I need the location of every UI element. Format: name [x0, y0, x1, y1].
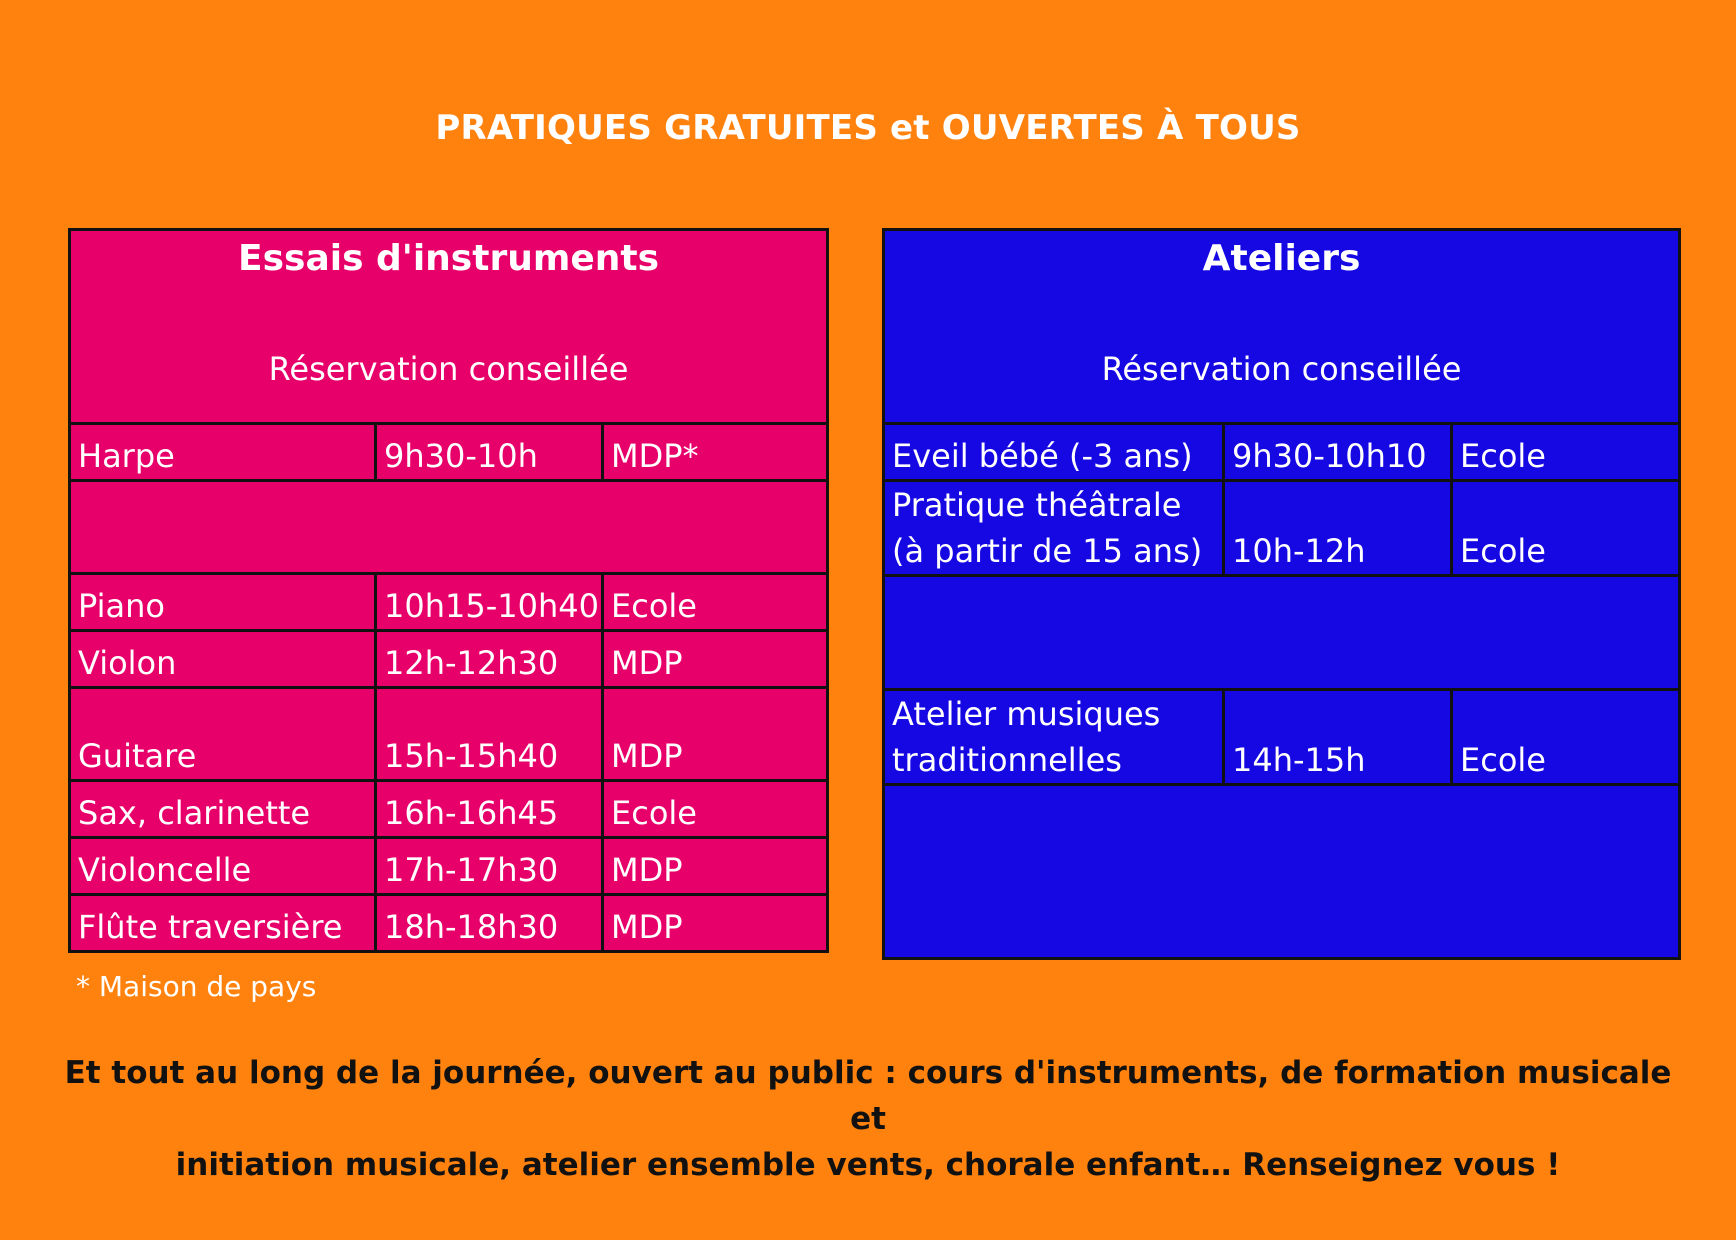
ateliers-title: Ateliers — [1202, 238, 1361, 279]
table-row — [70, 574, 828, 631]
table-row — [70, 838, 828, 895]
footnote: * Maison de pays — [76, 970, 317, 1003]
instrument-place: MDP* — [603, 424, 828, 481]
atelier-name-line2: (à partir de 15 ans) — [892, 532, 1203, 570]
instrument-time: 16h-16h45 — [376, 781, 603, 838]
instrument-time: 9h30-10h — [376, 424, 603, 481]
instrument-time: 15h-15h40 — [376, 688, 603, 781]
essais-header-row — [70, 230, 828, 424]
atelier-name-line1: Pratique théâtrale — [892, 486, 1182, 524]
table-row — [70, 781, 828, 838]
instrument-time: 10h15-10h40 — [376, 574, 603, 631]
essais-header-cell — [70, 230, 828, 424]
instrument-place: MDP — [603, 838, 828, 895]
essais-subtitle: Réservation conseillée — [268, 350, 629, 388]
bottom-note-line1: Et tout au long de la journée, ouvert au public : cours d'instruments, de formation musicale et — [64, 1055, 1672, 1137]
instrument-place: Ecole — [603, 574, 828, 631]
empty-cell — [884, 785, 1680, 959]
ateliers-header-cell — [884, 230, 1680, 424]
table-row — [70, 631, 828, 688]
empty-row — [70, 481, 828, 574]
instrument-name: Violon — [70, 631, 376, 688]
empty-row — [884, 785, 1680, 959]
bottom-note — [60, 1050, 1676, 1188]
table-row — [70, 424, 828, 481]
table-row — [70, 688, 828, 781]
page-title: PRATIQUES GRATUITES et OUVERTES À TOUS — [435, 108, 1301, 148]
atelier-name-line1: Atelier musiques — [892, 695, 1161, 733]
atelier-place: Ecole — [1452, 424, 1680, 481]
essais-instruments-table — [68, 228, 829, 953]
atelier-time: 9h30-10h10 — [1224, 424, 1452, 481]
atelier-time: 14h-15h — [1224, 690, 1452, 785]
atelier-name-line2: traditionnelles — [892, 741, 1122, 779]
empty-row — [884, 576, 1680, 690]
atelier-name — [884, 690, 1224, 785]
atelier-place: Ecole — [1452, 690, 1680, 785]
instrument-name: Harpe — [70, 424, 376, 481]
instrument-name: Flûte traversière — [70, 895, 376, 952]
instrument-name: Piano — [70, 574, 376, 631]
instrument-time: 17h-17h30 — [376, 838, 603, 895]
table-row — [70, 895, 828, 952]
atelier-time: 10h-12h — [1224, 481, 1452, 576]
instrument-place: MDP — [603, 895, 828, 952]
ateliers-subtitle: Réservation conseillée — [1101, 350, 1462, 388]
atelier-place: Ecole — [1452, 481, 1680, 576]
empty-cell — [884, 576, 1680, 690]
instrument-name: Sax, clarinette — [70, 781, 376, 838]
table-row — [884, 690, 1680, 785]
instrument-place: Ecole — [603, 781, 828, 838]
table-row — [884, 481, 1680, 576]
instrument-time: 18h-18h30 — [376, 895, 603, 952]
instrument-place: MDP — [603, 631, 828, 688]
atelier-name: Eveil bébé (-3 ans) — [884, 424, 1224, 481]
essais-title: Essais d'instruments — [238, 238, 660, 279]
table-row — [884, 424, 1680, 481]
instrument-name: Guitare — [70, 688, 376, 781]
empty-cell — [70, 481, 828, 574]
instrument-place: MDP — [603, 688, 828, 781]
bottom-note-line2: initiation musicale, atelier ensemble vents, chorale enfant… Renseignez vous ! — [175, 1147, 1561, 1183]
ateliers-table — [882, 228, 1681, 960]
instrument-name: Violoncelle — [70, 838, 376, 895]
ateliers-header-row — [884, 230, 1680, 424]
instrument-time: 12h-12h30 — [376, 631, 603, 688]
atelier-name — [884, 481, 1224, 576]
